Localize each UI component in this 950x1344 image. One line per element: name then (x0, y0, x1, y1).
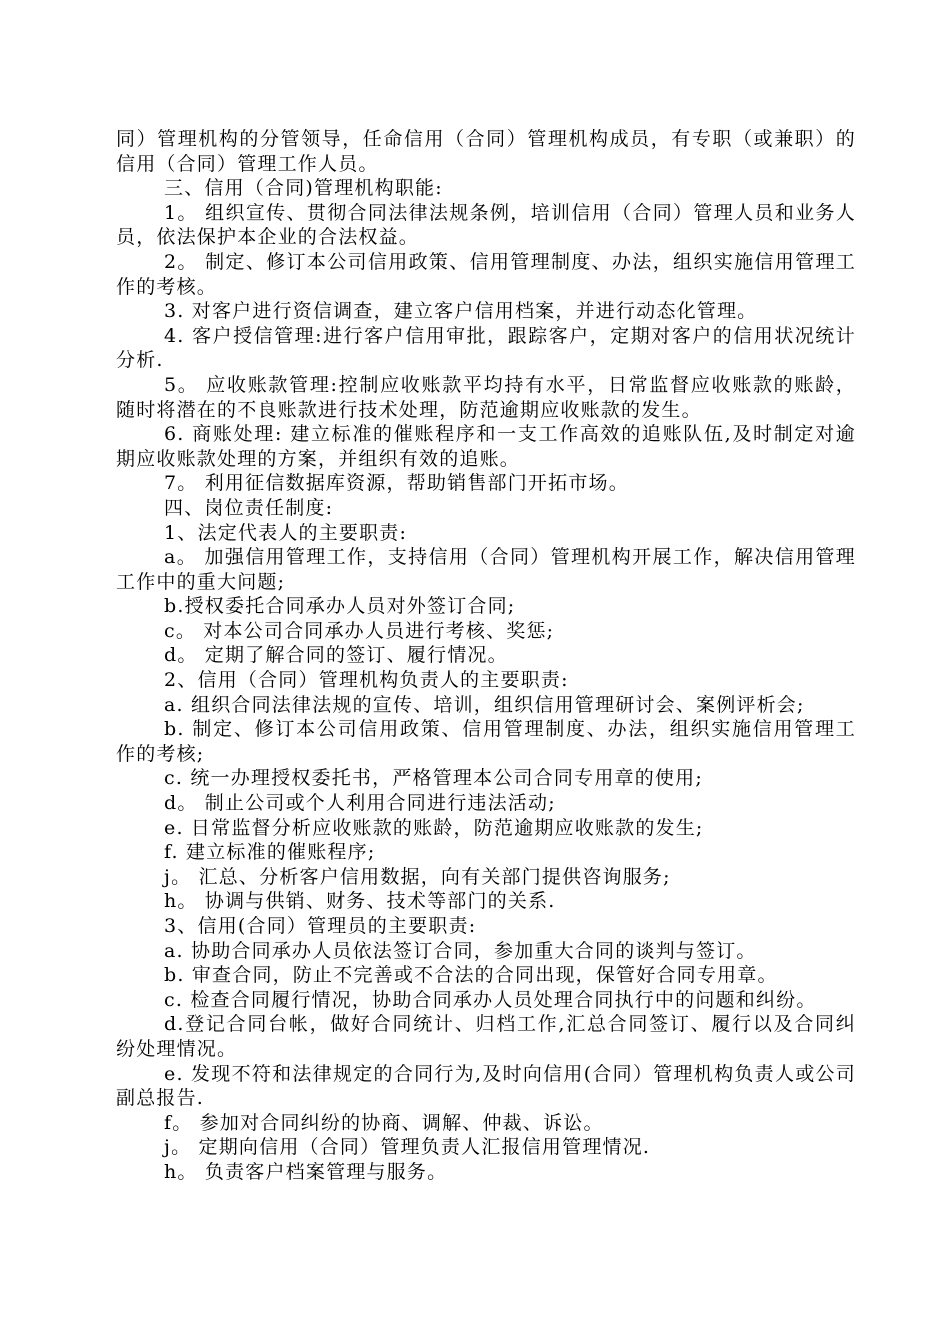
list-item: d。 制止公司或个人利用合同进行违法活动; (164, 792, 556, 815)
list-item: 7。 利用征信数据库资源，帮助销售部门开拓市场。 (164, 472, 629, 495)
list-item: d.登记合同台帐，做好合同统计、归档工作,汇总合同签订、履行以及合同纠纷处理情况。 (116, 1013, 856, 1060)
list-item: a。 加强信用管理工作，支持信用（合同）管理机构开展工作，解决信用管理工作中的重大问题; (116, 546, 856, 593)
list-item: b.授权委托合同承办人员对外签订合同; (164, 595, 516, 618)
list-item: e. 发现不符和法律规定的合同行为,及时向信用(合同）管理机构负责人或公司副总报告. (116, 1062, 856, 1110)
section-heading: 四、岗位责任制度: (164, 496, 334, 519)
list-item: 4. 客户授信管理:进行客户信用审批，跟踪客户，定期对客户的信用状况统计分析. (116, 324, 856, 372)
list-item: a. 协助合同承办人员依法签订合同，参加重大合同的谈判与签订。 (164, 939, 757, 962)
list-item: 1。 组织宣传、贯彻合同法律法规条例，培训信用（合同）管理人员和业务人员，依法保护本企业的合法权益。 (116, 201, 856, 249)
list-item: c. 检查合同履行情况，协助合同承办人员处理合同执行中的问题和纠纷。 (164, 988, 817, 1011)
list-item: 5。 应收账款管理:控制应收账款平均持有水平，日常监督应收账款的账龄，随时将潜在的不良账款进行技术处理，防范逾期应收账款的发生。 (116, 373, 856, 421)
list-item: f. 建立标准的催账程序; (164, 841, 376, 864)
subsection-heading: 1、法定代表人的主要职责: (164, 521, 408, 544)
list-item: c. 统一办理授权委托书，严格管理本公司合同专用章的使用; (164, 767, 703, 790)
list-item: b. 制定、修订本公司信用政策、信用管理制度、办法，组织实施信用管理工作的考核; (116, 718, 856, 765)
paragraph: 同）管理机构的分管领导，任命信用（合同）管理机构成员，有专职（或兼职）的信用（合同）管理工作人员。 (116, 128, 856, 175)
list-item: 6. 商账处理: 建立标准的催账程序和一支工作高效的追账队伍,及时制定对逾期应收账款处理的方案，并组织有效的追账。 (116, 423, 856, 470)
document-body (116, 127, 856, 1185)
subsection-heading: 3、信用(合同）管理员的主要职责: (164, 915, 477, 937)
list-item: a. 组织合同法律法规的宣传、培训，组织信用管理研讨会、案例评析会; (164, 693, 805, 716)
list-item: j。 汇总、分析客户信用数据，向有关部门提供咨询服务; (164, 865, 671, 888)
list-item: c。 对本公司合同承办人员进行考核、奖惩; (164, 619, 555, 642)
list-item: h。 协调与供销、财务、技术等部门的关系. (164, 890, 556, 913)
list-item: f。 参加对合同纠纷的协商、调解、仲裁、诉讼。 (164, 1111, 604, 1134)
list-item: 3. 对客户进行资信调查，建立客户信用档案，并进行动态化管理。 (164, 300, 758, 323)
list-item: 2。 制定、修订本公司信用政策、信用管理制度、办法，组织实施信用管理工作的考核。 (116, 250, 856, 298)
list-item: e. 日常监督分析应收账款的账龄，防范逾期应收账款的发生; (164, 816, 704, 839)
subsection-heading: 2、信用（合同）管理机构负责人的主要职责: (164, 669, 569, 692)
list-item: d。 定期了解合同的签订、履行情况。 (164, 644, 508, 667)
section-heading: 三、信用（合同)管理机构职能: (164, 177, 443, 200)
list-item: b. 审查合同，防止不完善或不合法的合同出现，保管好合同专用章。 (164, 964, 778, 987)
list-item: j。 定期向信用（合同）管理负责人汇报信用管理情况. (164, 1136, 651, 1159)
list-item: h。 负责客户档案管理与服务。 (164, 1160, 448, 1183)
